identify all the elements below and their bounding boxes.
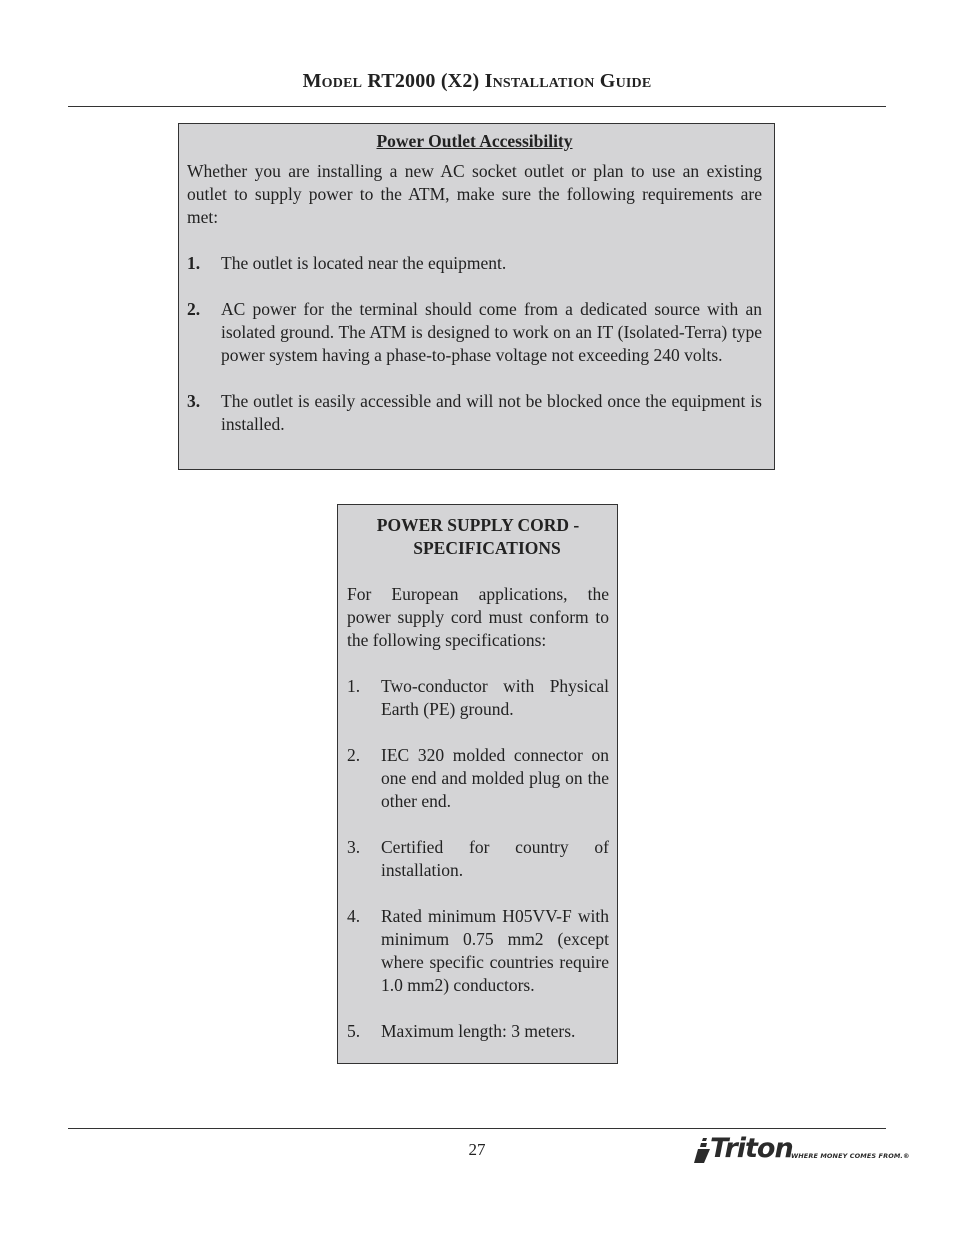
header-divider <box>68 106 886 107</box>
list-item <box>347 675 609 721</box>
cord-box-title <box>347 514 609 560</box>
cord-box-title-line1: POWER SUPPLY CORD - <box>376 515 580 535</box>
list-item-number: 1. <box>347 676 361 696</box>
list-item <box>187 390 762 436</box>
list-item-text: Certified for country of installation. <box>381 837 609 880</box>
page-header-title: Model RT2000 (X2) Installation Guide <box>302 70 652 92</box>
list-item-number: 1. <box>187 253 201 273</box>
cord-box-title-line2: SPECIFICATIONS <box>413 538 561 558</box>
list-item-number: 2. <box>187 299 201 319</box>
logo-wordmark: Triton <box>710 1133 793 1164</box>
list-item-number: 3. <box>347 837 361 857</box>
list-item <box>347 905 609 997</box>
outlet-box-intro: Whether you are installing a new AC socket outlet or plan to use an existing outlet to supply power to the ATM, make sure the following requirements are met: <box>187 161 762 227</box>
page-number: 27 <box>468 1140 486 1159</box>
list-item-text: Two-conductor with Physical Earth (PE) ground. <box>381 676 609 719</box>
power-outlet-accessibility-box <box>178 123 775 470</box>
logo-tagline: WHERE MONEY COMES FROM.® <box>791 1152 910 1160</box>
outlet-requirements-list <box>187 252 762 436</box>
list-item <box>187 298 762 367</box>
cord-box-intro: For European applications, the power supply cord must conform to the following specifications: <box>347 584 609 650</box>
list-item-text: Rated minimum H05VV-F with minimum 0.75 mm2 (except where specific countries require 1.0 mm2) conductors. <box>381 906 609 995</box>
list-item <box>347 836 609 882</box>
list-item-text: IEC 320 molded connector on one end and molded plug on the other end. <box>381 745 609 811</box>
list-item-text: The outlet is easily accessible and will not be blocked once the equipment is installed. <box>221 391 762 434</box>
list-item <box>347 1020 609 1043</box>
list-item-number: 4. <box>347 906 361 926</box>
list-item-number: 2. <box>347 745 361 765</box>
outlet-box-title: Power Outlet Accessibility <box>376 131 573 151</box>
power-supply-cord-specifications-box <box>337 504 618 1064</box>
footer-divider <box>68 1128 886 1129</box>
list-item-number: 3. <box>187 391 201 411</box>
list-item <box>187 252 762 275</box>
list-item-text: Maximum length: 3 meters. <box>381 1021 576 1041</box>
list-item <box>347 744 609 813</box>
list-item-number: 5. <box>347 1021 361 1041</box>
cord-specifications-list <box>347 675 609 1043</box>
triton-logo <box>694 1133 910 1167</box>
list-item-text: AC power for the terminal should come from a dedicated source with an isolated ground. The ATM is designed to work on an IT (Isolated-Terra) type power system having a phase-to-phase voltage not exceeding 240 volts. <box>221 299 762 365</box>
list-item-text: The outlet is located near the equipment. <box>221 253 507 273</box>
